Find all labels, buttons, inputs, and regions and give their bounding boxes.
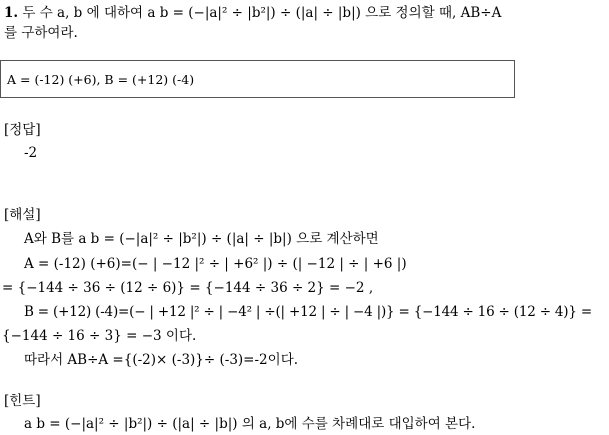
given-box: [0, 60, 515, 98]
explanation-line: A와 B를 a b = (−|a|² ÷ |b²|) ÷ (|a| ÷ |b|) 으로 계산하면: [24, 231, 379, 247]
hint-text: a b = (−|a|² ÷ |b²|) ÷ (|a| ÷ |b|) 의 a, b에 수를 차례대로 대입하여 본다.: [24, 416, 476, 432]
problem-line-1: [4, 5, 501, 21]
explanation-line: 따라서 AB÷A ={(-2)× (-3)}÷ (-3)=-2이다.: [24, 352, 299, 368]
explanation-line: A = (-12) (+6)=(− | −12 |² ÷ | +6² |) ÷ (| −12 | ÷ | +6 |): [24, 256, 407, 272]
explanation-line: = {−144 ÷ 36 ÷ (12 ÷ 6)} = {−144 ÷ 36 ÷ 2} = −2 ,: [2, 280, 374, 296]
hint-label: [힌트]: [4, 393, 41, 409]
problem-line-2: 를 구하여라.: [4, 25, 78, 41]
given-text: A = (-12) (+6), B = (+12) (-4): [7, 72, 195, 87]
answer-label: [정답]: [4, 122, 41, 138]
explanation-line: {−144 ÷ 16 ÷ 3} = −3 이다.: [2, 328, 197, 344]
explanation-line: B = (+12) (-4)=(− | +12 |² ÷ | −4² | ÷(| +12 | ÷ | −4 |)} = {−144 ÷ 16 ÷ (12 ÷ 4)} =: [24, 304, 592, 320]
problem-text-1: 두 수 a, b 에 대하여 a b = (−|a|² ÷ |b²|) ÷ (|a| ÷ |b|) 으로 정의할 때, AB÷A: [22, 5, 502, 21]
explanation-label: [해설]: [4, 207, 41, 223]
answer-value: -2: [24, 145, 38, 161]
problem-number: 1.: [4, 5, 19, 21]
